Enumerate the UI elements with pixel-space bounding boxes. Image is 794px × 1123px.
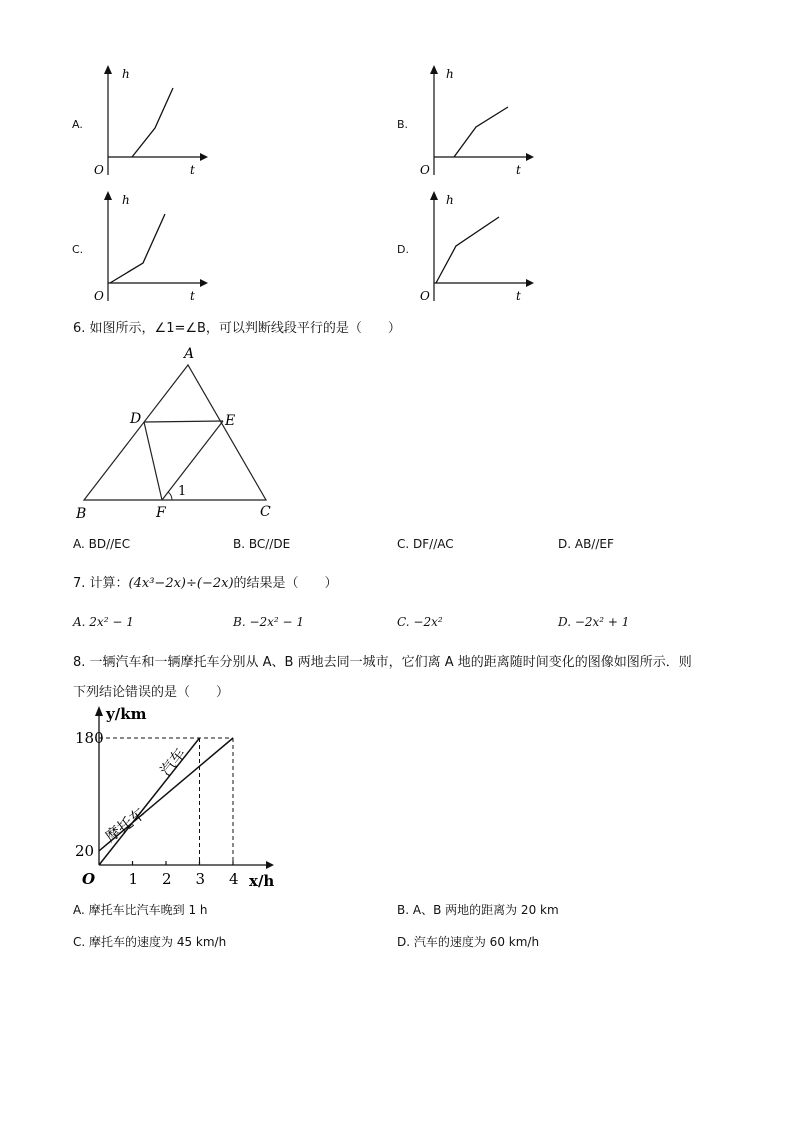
chart-origin: O — [82, 870, 96, 888]
angle-1-label: 1 — [178, 484, 187, 499]
graph-b-y-label: h — [446, 67, 454, 81]
q6-option-c[interactable]: C. DF//AC — [397, 537, 454, 551]
q8-option-d[interactable]: D. 汽车的速度为 60 km/h — [397, 935, 540, 949]
chart-x-axis-label: x/h — [249, 872, 275, 890]
graph-c-x-label: t — [190, 289, 195, 303]
graph-d-origin: O — [420, 289, 430, 303]
q7-option-c[interactable]: C. −2x² — [397, 615, 443, 629]
graph-b-x-label: t — [516, 163, 521, 177]
point-d-label: D — [130, 411, 142, 427]
point-a-label: A — [184, 346, 195, 362]
graph-a-origin: O — [94, 163, 104, 177]
q8-option-b[interactable]: B. A、B 两地的距离为 20 km — [397, 903, 559, 917]
q7-stem — [73, 572, 338, 591]
q7-stem-prefix: 7. 计算： — [73, 576, 129, 591]
graph-d-letter: D. — [397, 243, 409, 256]
y-tick-label: 180 — [75, 729, 104, 747]
graph-a-y-label: h — [122, 67, 130, 81]
q7-expression: (4x³−2x)÷(−2x) — [128, 576, 234, 591]
q6-option-d[interactable]: D. AB//EF — [558, 537, 614, 551]
x-tick-label: 1 — [128, 870, 139, 888]
q6-option-b[interactable]: B. BC//DE — [233, 537, 291, 551]
q8-distance-time-chart — [72, 700, 292, 895]
q8-option-a[interactable]: A. 摩托车比汽车晚到 1 h — [73, 903, 208, 917]
graph-d-x-label: t — [516, 289, 521, 303]
q7-option-a[interactable]: A. 2x² − 1 — [73, 615, 134, 629]
graph-a-letter: A. — [72, 118, 83, 131]
graph-c-origin: O — [94, 289, 104, 303]
q8-option-c[interactable]: C. 摩托车的速度为 45 km/h — [73, 935, 227, 949]
q7-stem-suffix: 的结果是（ ） — [233, 576, 338, 591]
graph-d-line — [436, 217, 499, 283]
graph-b — [416, 60, 536, 180]
graph-d-y-label: h — [446, 193, 454, 207]
point-b-label: B — [76, 506, 87, 522]
graph-b-line — [454, 107, 508, 157]
point-e-label: E — [225, 413, 236, 429]
q5-options-graphs — [70, 60, 770, 310]
graph-b-origin: O — [420, 163, 430, 177]
x-tick-label: 3 — [195, 870, 206, 888]
motorcycle-series-label: 摩托车 — [101, 804, 149, 846]
car-series-label: 汽车 — [156, 744, 190, 780]
q8-stem-line2: 下列结论错误的是（ ） — [73, 685, 230, 700]
q7-option-d[interactable]: D. −2x² + 1 — [558, 615, 630, 629]
graph-d — [416, 186, 536, 306]
chart-y-axis-label: y/km — [106, 705, 147, 723]
point-c-label: C — [260, 504, 271, 520]
graph-c-letter: C. — [72, 243, 84, 256]
graph-a-x-label: t — [190, 163, 195, 177]
q6-stem: 6. 如图所示，∠1=∠B，可以判断线段平行的是（ ） — [73, 321, 401, 336]
q7-option-b[interactable]: B. −2x² − 1 — [233, 615, 305, 629]
graph-c — [90, 186, 210, 306]
q6-option-a[interactable]: A. BD//EC — [73, 537, 131, 551]
x-tick-label: 2 — [162, 870, 172, 888]
graph-a-line — [132, 88, 173, 157]
q8-stem-line1: 8. 一辆汽车和一辆摩托车分别从 A、B 两地去同一城市，它们离 A 地的距离随时间变化的图像如图所示．则 — [73, 655, 692, 670]
graph-b-letter: B. — [397, 118, 409, 131]
graph-c-y-label: h — [122, 193, 130, 207]
graph-a — [90, 60, 210, 180]
q6-triangle-figure — [70, 345, 290, 525]
point-f-label: F — [156, 505, 166, 521]
y-tick-label: 20 — [75, 841, 95, 860]
graph-c-line — [110, 214, 165, 283]
x-tick-label: 4 — [229, 870, 239, 888]
